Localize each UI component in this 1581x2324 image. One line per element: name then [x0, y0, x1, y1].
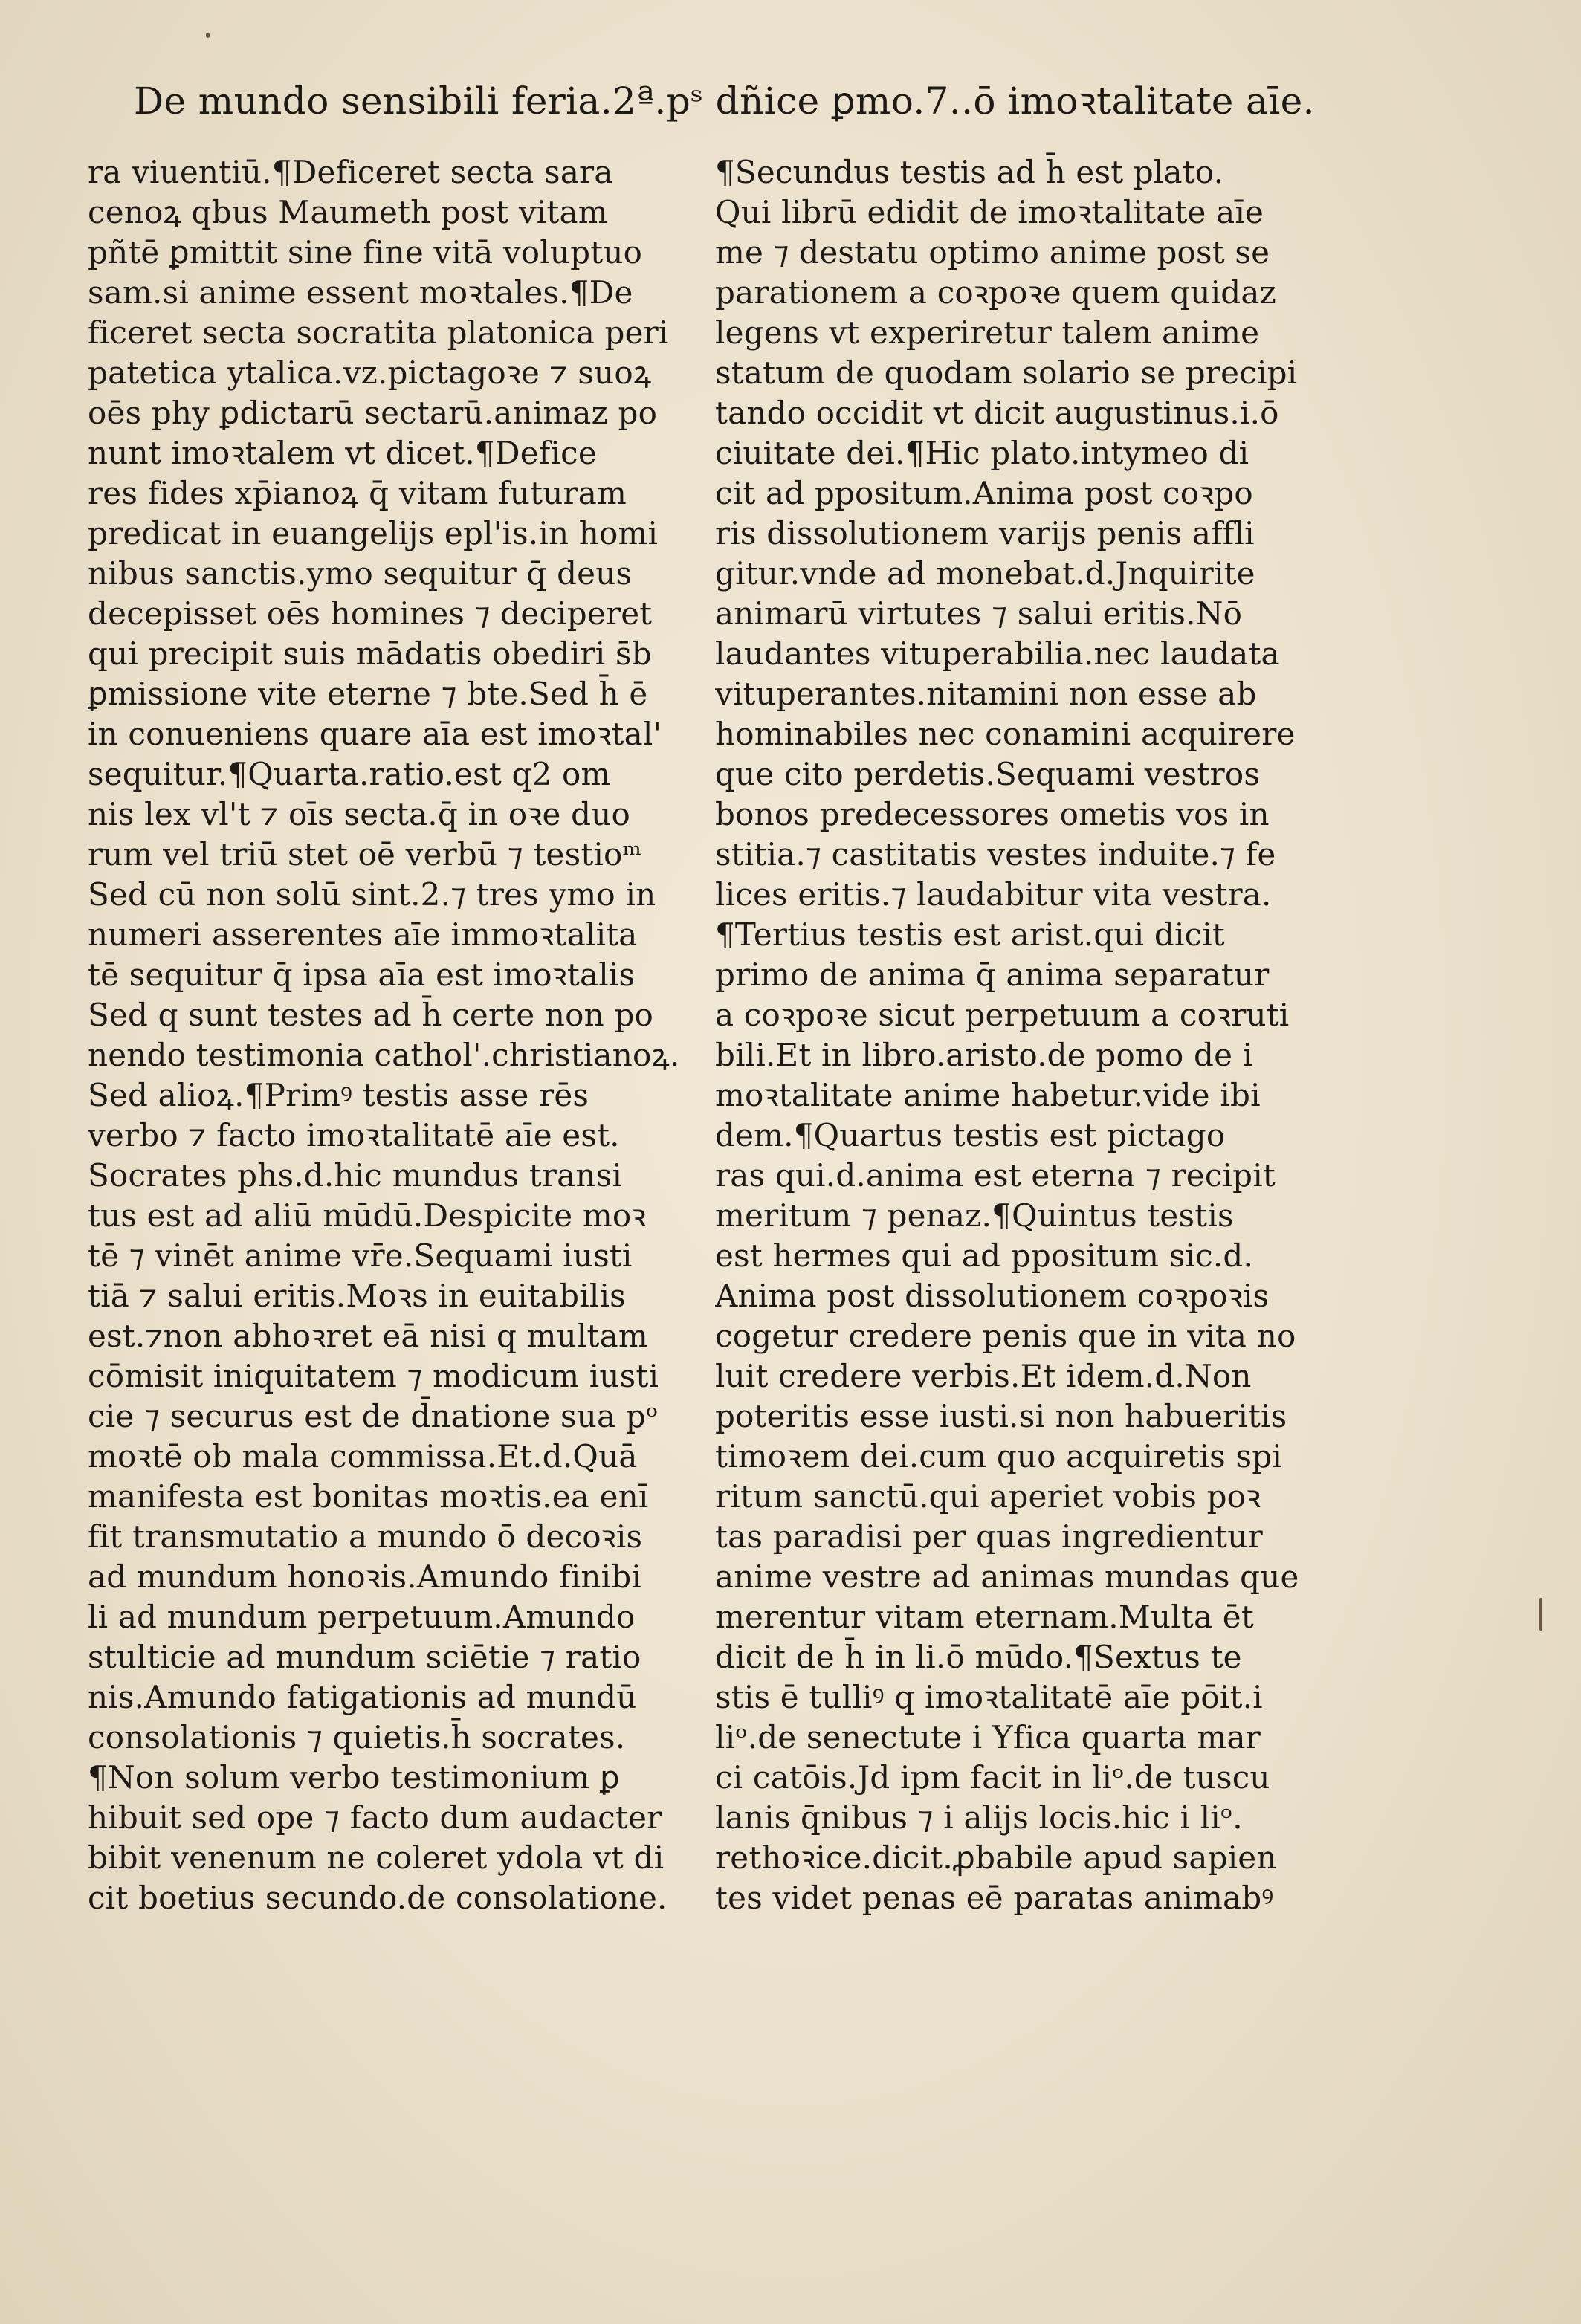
ink-speck — [206, 33, 210, 38]
text-line: ris dissolutionem varijs penis affli — [715, 515, 1255, 551]
text-line: hibuit sed ope ⁊ facto dum audacter — [88, 1799, 662, 1836]
text-line: li ad mundum perpetuum.Amundo — [88, 1599, 636, 1635]
text-line: ra viuentiū.¶Deficeret secta sara — [88, 154, 613, 190]
text-line: me ⁊ destatu optimo anime post se — [715, 234, 1270, 271]
text-line: moꝛtalitate anime habetur.vide ibi — [715, 1077, 1261, 1113]
text-line: tē ⁊ vinēt anime vr̄e.Sequami iusti — [88, 1237, 633, 1274]
text-line: legens vt experiretur talem anime — [715, 314, 1260, 351]
text-line: fit transmutatio a mundo ō decoꝛis — [88, 1518, 643, 1555]
text-line: nis.Amundo fatigationis ad mundū — [88, 1679, 637, 1715]
text-line: poteritis esse iusti.si non habueritis — [715, 1398, 1287, 1434]
text-line: nibus sanctis.ymo sequitur q̄ deus — [88, 555, 633, 592]
text-line: animarū virtutes ⁊ salui eritis.Nō — [715, 595, 1243, 632]
right-column — [715, 152, 1339, 1918]
text-line: merentur vitam eternam.Multa ēt — [715, 1599, 1254, 1635]
text-line: Sed alioꝝ.¶Primꝰ testis asse rēs — [88, 1077, 589, 1113]
text-line: manifesta est bonitas moꝛtis.ea enī — [88, 1478, 649, 1515]
text-line: Sed cū non solū sint.2.⁊ tres ymo in — [88, 876, 656, 913]
text-line: Sed q sunt testes ad h̄ certe non po — [88, 997, 654, 1033]
text-line: cie ⁊ securus est de d̄natione sua pᵒ — [88, 1398, 659, 1434]
text-line: pñtē ꝑmittit sine fine vitā voluptuo — [88, 234, 643, 271]
text-line: ¶Tertius testis est arist.qui dicit — [715, 916, 1226, 953]
text-line: cenoꝝ qbus Maumeth post vitam — [88, 194, 608, 230]
text-line: verbo ⁊ facto imoꝛtalitatē aīe est. — [88, 1117, 620, 1153]
text-line: tas paradisi per quas ingredientur — [715, 1518, 1263, 1555]
text-line: nunt imoꝛtalem vt dicet.¶Defice — [88, 435, 597, 471]
left-column — [88, 152, 712, 1918]
text-line: rum vel triū stet oē verbū ⁊ testioᵐ — [88, 836, 642, 873]
text-line: decepisset oēs homines ⁊ deciperet — [88, 595, 653, 632]
text-line: oēs phy ꝑdictarū sectarū.animaz po — [88, 395, 658, 431]
text-line: ci catōis.Jd ipm facit in liᵒ.de tuscu — [715, 1759, 1270, 1796]
text-line: liᵒ.de senectute i Yfica quarta mar — [715, 1719, 1261, 1755]
text-line: tē sequitur q̄ ipsa aīa est imoꝛtalis — [88, 957, 636, 993]
text-line: cōmisit iniquitatem ⁊ modicum iusti — [88, 1358, 659, 1394]
text-line: dicit de h̄ in li.ō mūdo.¶Sextus te — [715, 1639, 1242, 1675]
text-line: qui precipit suis mādatis obediri s̄b — [88, 635, 652, 672]
text-line: stis ē tulliꝰ q imoꝛtalitatē aīe pōit.i — [715, 1679, 1263, 1715]
text-line: ficeret secta socratita platonica peri — [88, 314, 669, 351]
text-line: bili.Et in libro.aristo.de pomo de i — [715, 1037, 1253, 1073]
text-line: lanis q̄nibus ⁊ i alijs locis.hic i liᵒ. — [715, 1799, 1243, 1836]
text-line: consolationis ⁊ quietis.h̄ socrates. — [88, 1719, 626, 1755]
text-line: stitia.⁊ castitatis vestes induite.⁊ fe — [715, 836, 1276, 873]
text-line: que cito perdetis.Sequami vestros — [715, 756, 1261, 792]
text-line: luit credere verbis.Et idem.d.Non — [715, 1358, 1252, 1394]
text-line: res fides xp̄ianoꝝ q̄ vitam futuram — [88, 475, 627, 511]
text-line: tiā ⁊ salui eritis.Moꝛs in euitabilis — [88, 1278, 626, 1314]
text-line: Socrates phs.d.hic mundus transi — [88, 1157, 622, 1194]
text-line: meritum ⁊ penaz.¶Quintus testis — [715, 1197, 1234, 1234]
text-line: statum de quodam solario se precipi — [715, 355, 1298, 391]
running-head: De mundo sensibili feria.2ª.pˢ dñice ꝑmo.7..ō imoꝛtalitate aīe. — [134, 80, 1315, 123]
text-line: nendo testimonia cathol'.christianoꝝ. — [88, 1037, 680, 1073]
text-line: Anima post dissolutionem coꝛpoꝛis — [715, 1278, 1270, 1314]
text-line: bibit venenum ne coleret ydola vt di — [88, 1839, 665, 1876]
text-line: rethoꝛice.dicit.ꝓbabile apud sapien — [715, 1839, 1277, 1876]
text-line: est hermes qui ad ppositum sic.d. — [715, 1237, 1254, 1274]
text-line: sam.si anime essent moꝛtales.¶De — [88, 274, 633, 311]
text-line: stulticie ad mundum sciētie ⁊ ratio — [88, 1639, 641, 1675]
text-line: ciuitate dei.¶Hic plato.intymeo di — [715, 435, 1249, 471]
text-line: predicat in euangelijs epl'is.in homi — [88, 515, 659, 551]
text-line: hominabiles nec conamini acquirere — [715, 716, 1296, 752]
text-line: sequitur.¶Quarta.ratio.est q2 om — [88, 756, 611, 792]
text-line: lices eritis.⁊ laudabitur vita vestra. — [715, 876, 1272, 913]
text-line: ¶Non solum verbo testimonium ꝑ — [88, 1759, 620, 1796]
text-line: ritum sanctū.qui aperiet vobis poꝛ — [715, 1478, 1261, 1515]
text-line: anime vestre ad animas mundas que — [715, 1558, 1299, 1595]
text-line: gitur.vnde ad monebat.d.Jnquirite — [715, 555, 1255, 592]
ink-speck — [1539, 1598, 1542, 1631]
text-line: cit boetius secundo.de consolatione. — [88, 1880, 667, 1916]
text-line: tes videt penas eē paratas animabꝰ — [715, 1880, 1274, 1916]
text-line: cit ad ppositum.Anima post coꝛpo — [715, 475, 1253, 511]
text-line: laudantes vituperabilia.nec laudata — [715, 635, 1280, 672]
text-line: primo de anima q̄ anima separatur — [715, 957, 1270, 993]
text-line: numeri asserentes aīe immoꝛtalita — [88, 916, 638, 953]
text-line: est.⁊non abhoꝛret eā nisi q multam — [88, 1318, 648, 1354]
text-line: in conueniens quare aīa est imoꝛtal' — [88, 716, 662, 752]
text-line: tando occidit vt dicit augustinus.i.ō — [715, 395, 1279, 431]
text-line: moꝛtē ob mala commissa.Et.d.Quā — [88, 1438, 638, 1475]
text-line: bonos predecessores ometis vos in — [715, 796, 1270, 832]
text-line: ad mundum honoꝛis.Amundo finibi — [88, 1558, 641, 1595]
text-line: timoꝛem dei.cum quo acquiretis spi — [715, 1438, 1282, 1475]
text-line: ꝑmissione vite eterne ⁊ bte.Sed h̄ ē — [88, 676, 648, 712]
text-line: ras qui.d.anima est eterna ⁊ recipit — [715, 1157, 1276, 1194]
text-line: nis lex vl't ⁊ oīs secta.q̄ in oꝛe duo — [88, 796, 630, 832]
text-line: patetica ytalica.vz.pictagoꝛe ⁊ suoꝝ — [88, 355, 652, 391]
text-line: cogetur credere penis que in vita no — [715, 1318, 1296, 1354]
text-line: tus est ad aliū mūdū.Despicite moꝛ — [88, 1197, 647, 1234]
text-line: dem.¶Quartus testis est pictago — [715, 1117, 1226, 1153]
text-line: parationem a coꝛpoꝛe quem quidaz — [715, 274, 1276, 311]
text-line: ¶Secundus testis ad h̄ est plato. — [715, 154, 1224, 190]
text-line: a coꝛpoꝛe sicut perpetuum a coꝛruti — [715, 997, 1290, 1033]
text-line: Qui librū edidit de imoꝛtalitate aīe — [715, 194, 1264, 230]
text-line: vituperantes.nitamini non esse ab — [715, 676, 1257, 712]
